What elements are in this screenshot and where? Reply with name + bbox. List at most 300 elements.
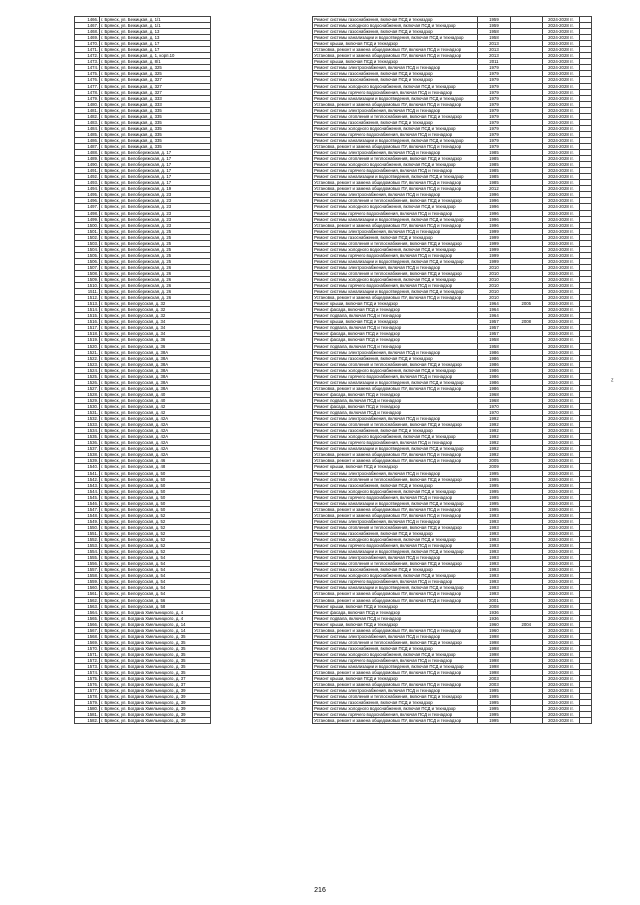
planned-period-cell: 2024-2028 гг. [542,41,579,47]
work-type-cell: Ремонт фасада, включая ПСД и технадзор [313,609,478,615]
work-type-cell: Ремонт крыши, включая ПСД и технадзор [313,319,478,325]
row-number-cell: 1537. [75,446,100,452]
address-cell: г. Брянск, ул. Богдана Хмельницкого, д. 39 [100,706,211,712]
row-number-cell: 1573. [75,664,100,670]
work-type-cell: Ремонт системы горячего водоснабжения, включая ПСД и технадзор [313,440,478,446]
row-number-cell: 1561. [75,591,100,597]
work-type-cell: Ремонт подвала, включая ПСД и технадзор [313,325,478,331]
address-cell: г. Брянск, ул. Белорусская, д. 54 [100,561,211,567]
planned-period-cell: 2024-2028 гг. [542,23,579,29]
work-type-cell: Ремонт крыши, включая ПСД и технадзор [313,603,478,609]
work-type-cell: Ремонт системы холодного водоснабжения, включая ПСД и технадзор [313,83,478,89]
planned-period-cell: 2024-2028 гг. [542,83,579,89]
document-page [74,16,592,724]
work-type-cell: Ремонт системы электроснабжения, включая ПСД и технадзор [313,555,478,561]
planned-period-cell: 2024-2028 гг. [542,464,579,470]
row-number-cell: 1577. [75,688,100,694]
work-type-cell: Ремонт системы электроснабжения, включая ПСД и технадзор [313,192,478,198]
build-year-cell: 2010 [478,264,510,270]
build-year-cell: 1993 [478,561,510,567]
planned-period-cell: 2024-2028 гг. [542,325,579,331]
planned-period-cell: 2024-2028 гг. [542,573,579,579]
address-cell: г. Брянск, ул. Богдана Хмельницкого, д. 14 [100,627,211,633]
row-number-cell: 1514. [75,307,100,313]
planned-period-cell: 2024-2028 гг. [542,488,579,494]
address-cell: г. Брянск, ул. Бежицкая, д. 327 [100,89,211,95]
planned-period-cell: 2024-2028 гг. [542,664,579,670]
address-cell: г. Брянск, ул. Бежицкая, д. 333 [100,95,211,101]
row-number-cell: 1506. [75,258,100,264]
work-type-cell: Установка, ремонт и замена общедомовых ПУ, включая ПСД и технадзор [313,682,478,688]
address-cell: г. Брянск, ул. Белобережская, д. 17 [100,180,211,186]
planned-period-cell: 2024-2028 гг. [542,240,579,246]
address-cell: г. Брянск, ул. Богдана Хмельницкого, д. 4 [100,609,211,615]
work-type-cell: Ремонт системы горячего водоснабжения, включая ПСД и технадзор [313,543,478,549]
address-cell: г. Брянск, ул. Бежицкая, д. 1, корп.10 [100,53,211,59]
row-number-cell: 1525. [75,373,100,379]
build-year-cell: 2010 [478,270,510,276]
row-number-cell: 1550. [75,524,100,530]
work-type-cell: Ремонт системы горячего водоснабжения, включая ПСД и технадзор [313,712,478,718]
row-number-cell: 1512. [75,295,100,301]
planned-period-cell: 2024-2028 гг. [542,639,579,645]
row-number-cell: 1528. [75,391,100,397]
build-year-cell: 2012 [478,186,510,192]
work-type-cell: Ремонт системы электроснабжения, включая ПСД и технадзор [313,65,478,71]
build-year-cell: 1958 [478,29,510,35]
planned-period-cell: 2024-2028 гг. [542,404,579,410]
row-number-cell: 1494. [75,186,100,192]
row-number-cell: 1551. [75,530,100,536]
planned-period-cell: 2024-2028 гг. [542,307,579,313]
planned-period-cell: 2024-2028 гг. [542,470,579,476]
work-type-cell: Ремонт системы холодного водоснабжения, включая ПСД и технадзор [313,23,478,29]
row-number-cell: 1576. [75,682,100,688]
build-year-cell: 1999 [478,228,510,234]
build-year-cell: 1985 [478,180,510,186]
address-cell: г. Брянск, ул. Белорусская, д. 42А [100,446,211,452]
planned-period-cell: 2024-2028 гг. [542,621,579,627]
work-type-cell: Установка, ремонт и замена общедомовых ПУ, включая ПСД и технадзор [313,512,478,518]
row-number-cell: 1504. [75,246,100,252]
work-type-cell: Ремонт системы канализации и водоотведения, включая ПСД и технадзор [313,664,478,670]
row-number-cell: 1486. [75,137,100,143]
build-year-cell: 1979 [478,113,510,119]
planned-period-cell: 2024-2028 гг. [542,143,579,149]
work-type-cell: Установка, ремонт и замена общедомовых ПУ, включая ПСД и технадзор [313,506,478,512]
build-year-cell: 1958 [478,343,510,349]
row-number-cell: 1466. [75,17,100,23]
build-year-cell: 1995 [478,700,510,706]
work-type-cell: Ремонт системы холодного водоснабжения, включая ПСД и технадзор [313,537,478,543]
address-cell: г. Брянск, ул. Бежицкая, д. 325 [100,65,211,71]
row-number-cell: 1472. [75,53,100,59]
row-number-cell: 1533. [75,422,100,428]
row-number-cell: 1527. [75,385,100,391]
row-number-cell: 1487. [75,143,100,149]
planned-period-cell: 2024-2028 гг. [542,506,579,512]
address-cell: г. Брянск, ул. Богдана Хмельницкого, д. 39 [100,718,211,724]
planned-period-cell: 2024-2028 гг. [542,192,579,198]
address-cell: г. Брянск, ул. Белорусская, д. 50 [100,500,211,506]
build-year-cell: 1979 [478,77,510,83]
work-type-cell: Ремонт системы газоснабжения, включая ПСД и технадзор [313,530,478,536]
row-number-cell: 1495. [75,192,100,198]
build-year-cell: 1995 [478,506,510,512]
build-year-cell: 1999 [478,246,510,252]
work-type-cell: Установка, ремонт и замена общедомовых ПУ, включая ПСД и технадзор [313,47,478,53]
build-year-cell: 1979 [478,107,510,113]
planned-period-cell: 2024-2028 гг. [542,694,579,700]
work-type-cell: Ремонт системы электроснабжения, включая ПСД и технадзор [313,416,478,422]
address-cell: г. Брянск, ул. Богдана Хмельницкого, д. 37 [100,682,211,688]
row-number-cell: 1562. [75,597,100,603]
address-cell: г. Брянск, ул. Богдана Хмельницкого, д. 35 [100,651,211,657]
row-number-cell: 1482. [75,113,100,119]
build-year-cell: 1998 [478,639,510,645]
address-cell: г. Брянск, ул. Белобережская, д. 23 [100,198,211,204]
address-cell: г. Брянск, ул. Белобережская, д. 17 [100,168,211,174]
address-cell: г. Брянск, ул. Белорусская, д. 50 [100,482,211,488]
planned-period-cell: 2024-2028 гг. [542,337,579,343]
work-type-cell: Ремонт фасада, включая ПСД и технадзор [313,337,478,343]
row-number-cell: 1575. [75,676,100,682]
work-type-cell: Ремонт подвала, включая ПСД и технадзор [313,615,478,621]
build-year-cell: 2010 [478,295,510,301]
build-year-cell: 1968 [478,397,510,403]
row-number-cell: 1530. [75,404,100,410]
build-year-cell: 1996 [478,222,510,228]
work-type-cell: Ремонт системы электроснабжения, включая ПСД и технадзор [313,470,478,476]
address-cell: г. Брянск, ул. Богдана Хмельницкого, д. 39 [100,712,211,718]
work-type-cell: Установка, ремонт и замена общедомовых ПУ, включая ПСД и технадзор [313,718,478,724]
planned-period-cell: 2024-2028 гг. [542,77,579,83]
row-number-cell: 1497. [75,204,100,210]
planned-period-cell: 2024-2028 гг. [542,591,579,597]
planned-period-cell: 2024-2028 гг. [542,137,579,143]
planned-period-cell: 2024-2028 гг. [542,162,579,168]
work-type-cell: Ремонт системы электроснабжения, включая ПСД и технадзор [313,228,478,234]
build-year-cell: 1993 [478,543,510,549]
work-type-cell: Ремонт системы электроснабжения, включая ПСД и технадзор [313,150,478,156]
planned-period-cell: 2024-2028 гг. [542,59,579,65]
row-number-cell: 1496. [75,198,100,204]
page-number: 216 [314,887,326,894]
build-year-cell: 1979 [478,101,510,107]
planned-period-cell: 2024-2028 гг. [542,524,579,530]
row-number-cell: 1483. [75,119,100,125]
build-year-cell: 1998 [478,633,510,639]
row-number-cell: 1540. [75,464,100,470]
address-cell: г. Брянск, ул. Белорусская, д. 38А [100,373,211,379]
planned-period-cell: 2024-2028 гг. [542,543,579,549]
planned-period-cell: 2024-2028 гг. [542,361,579,367]
work-type-cell: Установка, ремонт и замена общедомовых ПУ, включая ПСД и технадзор [313,385,478,391]
row-number-cell: 1565. [75,615,100,621]
row-number-cell: 1557. [75,567,100,573]
work-type-cell: Ремонт системы холодного водоснабжения, включая ПСД и технадзор [313,488,478,494]
last-repair-year-cell: 2005 [510,301,542,307]
address-cell: г. Брянск, ул. Белобережская, д. 17 [100,174,211,180]
planned-period-cell: 2024-2028 гг. [542,500,579,506]
work-type-cell: Установка, ремонт и замена общедомовых ПУ, включая ПСД и технадзор [313,670,478,676]
work-type-cell: Ремонт системы канализации и водоотведения, включая ПСД и технадзор [313,95,478,101]
work-type-cell: Установка, ремонт и замена общедомовых ПУ, включая ПСД и технадзор [313,143,478,149]
planned-period-cell: 2024-2028 гг. [542,216,579,222]
address-cell: г. Брянск, ул. Богдана Хмельницкого, д. 35 [100,645,211,651]
row-number-cell: 1508. [75,270,100,276]
work-type-cell: Ремонт системы горячего водоснабжения, включая ПСД и технадзор [313,168,478,174]
work-type-cell: Ремонт системы канализации и водоотведения, включая ПСД и технадзор [313,446,478,452]
planned-period-cell: 2024-2028 гг. [542,579,579,585]
planned-period-cell: 2024-2028 гг. [542,676,579,682]
planned-period-cell: 2024-2028 гг. [542,228,579,234]
row-number-cell: 1489. [75,156,100,162]
planned-period-cell: 2024-2028 гг. [542,585,579,591]
address-cell: г. Брянск, ул. Белобережская, д. 23 [100,216,211,222]
planned-period-cell: 2024-2028 гг. [542,416,579,422]
row-number-cell: 1477. [75,83,100,89]
build-year-cell: 1958 [478,337,510,343]
planned-period-cell: 2024-2028 гг. [542,119,579,125]
build-year-cell: 1959 [478,23,510,29]
build-year-cell: 1960 [478,627,510,633]
planned-period-cell: 2024-2028 гг. [542,385,579,391]
address-cell: г. Брянск, ул. Белобережская, д. 25 [100,252,211,258]
planned-period-cell: 2024-2028 гг. [542,512,579,518]
build-year-cell: 1999 [478,252,510,258]
planned-period-cell: 2024-2028 гг. [542,452,579,458]
work-type-cell: Ремонт системы канализации и водоотведения, включая ПСД и технадзор [313,258,478,264]
work-type-cell: Установка, ремонт и замена общедомовых ПУ, включая ПСД и технадзор [313,458,478,464]
margin-mark: ᶻ [611,378,614,385]
planned-period-cell: 2024-2028 гг. [542,204,579,210]
row-number-cell: 1492. [75,174,100,180]
build-year-cell: 1996 [478,204,510,210]
work-type-cell: Ремонт системы электроснабжения, включая ПСД и технадзор [313,688,478,694]
row-number-cell: 1469. [75,35,100,41]
address-cell: г. Брянск, ул. Белорусская, д. 54 [100,585,211,591]
build-year-cell: 1992 [478,446,510,452]
work-type-cell: Установка, ремонт и замена общедомовых ПУ, включая ПСД и технадзор [313,591,478,597]
build-year-cell: 1985 [478,168,510,174]
address-cell: г. Брянск, ул. Белорусская, д. 48 [100,464,211,470]
planned-period-cell: 2024-2028 гг. [542,422,579,428]
address-cell: г. Брянск, ул. Белорусская, д. 32 [100,307,211,313]
planned-period-cell: 2024-2028 гг. [542,198,579,204]
work-type-cell: Ремонт системы газоснабжения, включая ПСД и техназдор [313,17,478,23]
address-cell: г. Брянск, ул. Белорусская, д. 52 [100,512,211,518]
planned-period-cell: 2024-2028 гг. [542,222,579,228]
row-number-cell: 1510. [75,283,100,289]
planned-period-cell: 2024-2028 гг. [542,458,579,464]
address-cell: г. Брянск, ул. Богдана Хмельницкого, д. 35 [100,633,211,639]
build-year-cell: 2003 [478,676,510,682]
work-type-cell: Ремонт фасада, включая ПСД и технадзор [313,391,478,397]
address-cell: г. Брянск, ул. Бежицкая, д. 335 [100,119,211,125]
planned-period-cell: 2024-2028 гг. [542,283,579,289]
build-year-cell: 1985 [478,162,510,168]
planned-period-cell: 2024-2028 гг. [542,331,579,337]
build-year-cell: 1992 [478,422,510,428]
row-number-cell: 1570. [75,645,100,651]
address-cell: г. Брянск, ул. Бежицкая, д. 335 [100,107,211,113]
planned-period-cell: 2024-2028 гг. [542,180,579,186]
address-cell: г. Брянск, ул. Бежицкая, д. 333 [100,101,211,107]
address-cell: г. Брянск, ул. Белорусская, д. 52 [100,524,211,530]
build-year-cell: 1999 [478,234,510,240]
address-cell: г. Брянск, ул. Бежицкая, д. 335 [100,131,211,137]
address-cell: г. Брянск, ул. Белорусская, д. 32 [100,313,211,319]
planned-period-cell: 2024-2028 гг. [542,107,579,113]
row-number-cell: 1501. [75,228,100,234]
address-cell: г. Брянск, ул. Белорусская, д. 52 [100,543,211,549]
planned-period-cell: 2024-2028 гг. [542,633,579,639]
row-number-cell: 1535. [75,434,100,440]
address-cell: г. Брянск, ул. Белорусская, д. 42А [100,416,211,422]
work-type-cell: Ремонт крыши, включая ПСД и технадзор [313,676,478,682]
address-cell: г. Брянск, ул. Белобережская, д. 17 [100,156,211,162]
build-year-cell: 1995 [478,488,510,494]
address-cell: г. Брянск, ул. Белорусская, д. 50 [100,476,211,482]
row-number-cell: 1566. [75,621,100,627]
build-year-cell: 1998 [478,664,510,670]
work-type-cell: Ремонт системы холодного водоснабжения, включая ПСД и технадзор [313,651,478,657]
row-number-cell: 1543. [75,482,100,488]
planned-period-cell: 2024-2028 гг. [542,706,579,712]
build-year-cell: 1996 [478,216,510,222]
extra-cell [580,718,592,724]
planned-period-cell: 2024-2028 гг. [542,657,579,663]
build-year-cell: 1995 [478,694,510,700]
row-number-cell: 1513. [75,301,100,307]
work-type-cell: Ремонт системы электроснабжения, включая ПСД и технадзор [313,107,478,113]
planned-period-cell: 2024-2028 гг. [542,277,579,283]
row-number-cell: 1549. [75,518,100,524]
row-number-cell: 1568. [75,633,100,639]
address-cell: г. Брянск, ул. Белорусская, д. 42А [100,422,211,428]
row-number-cell: 1502. [75,234,100,240]
address-cell: г. Брянск, ул. Богдана Хмельницкого, д. 35 [100,670,211,676]
build-year-cell: 1992 [478,428,510,434]
planned-period-cell: 2024-2028 гг. [542,174,579,180]
table-row [75,718,592,724]
row-number-cell: 1541. [75,470,100,476]
planned-period-cell: 2024-2028 гг. [542,530,579,536]
planned-period-cell: 2024-2028 гг. [542,688,579,694]
address-cell: г. Брянск, ул. Белобережская, д. 23 [100,210,211,216]
build-year-cell: 2008 [478,603,510,609]
build-year-cell: 1993 [478,567,510,573]
work-type-cell: Ремонт системы холодного водоснабжения, включая ПСД и технадзор [313,277,478,283]
address-cell: г. Брянск, ул. Белобережская, д. 26 [100,270,211,276]
work-type-cell: Ремонт системы канализации и водоотведения, включая ПСД и технадзор [313,35,478,41]
build-year-cell: 2010 [478,277,510,283]
build-year-cell: 1979 [478,89,510,95]
build-year-cell: 1979 [478,143,510,149]
build-year-cell: 1996 [478,192,510,198]
planned-period-cell: 2024-2028 гг. [542,355,579,361]
row-number-cell: 1475. [75,71,100,77]
address-cell: г. Брянск, ул. Белорусская, д. 34 [100,331,211,337]
row-number-cell: 1529. [75,397,100,403]
address-cell: г. Брянск, ул. Белорусская, д. 34 [100,325,211,331]
address-cell: г. Брянск, ул. Белорусская, д. 54 [100,579,211,585]
address-cell: г. Брянск, ул. Белорусская, д. 52 [100,530,211,536]
address-cell: г. Брянск, ул. Белобережская, д. 19 [100,186,211,192]
work-type-cell: Ремонт системы газоснабжения, включая ПСД и технадзор [313,700,478,706]
work-type-cell: Ремонт системы горячего водоснабжения, включая ПСД и технадзор [313,89,478,95]
address-cell: г. Брянск, ул. Белобережская, д. 17 [100,150,211,156]
planned-period-cell: 2024-2028 гг. [542,718,579,724]
build-year-cell: 1957 [478,325,510,331]
row-number-cell: 1544. [75,488,100,494]
work-type-cell: Ремонт системы канализации и водоотведения, включая ПСД и технадзор [313,174,478,180]
work-type-cell: Установка, ремонт и замена общедомовых ПУ, включая ПСД и технадзор [313,180,478,186]
build-year-cell: 1993 [478,585,510,591]
row-number-cell: 1498. [75,210,100,216]
address-cell: г. Брянск, ул. Белорусская, д. 54 [100,555,211,561]
address-cell: г. Брянск, ул. Белорусская, д. 54 [100,567,211,573]
planned-period-cell: 2024-2028 гг. [542,53,579,59]
planned-period-cell: 2024-2028 гг. [542,440,579,446]
build-year-cell: 1979 [478,65,510,71]
build-year-cell: 1993 [478,549,510,555]
build-year-cell: 1995 [478,688,510,694]
build-year-cell: 1936 [478,615,510,621]
build-year-cell: 1995 [478,476,510,482]
row-number-cell: 1554. [75,549,100,555]
work-type-cell: Ремонт системы отопления и теплоснабжения, включая ПСД и технадзор [313,240,478,246]
row-number-cell: 1507. [75,264,100,270]
address-cell: г. Брянск, ул. Богдана Хмельницкого, д. 35 [100,664,211,670]
build-year-cell: 1979 [478,95,510,101]
address-cell: г. Брянск, ул. Белорусская, д. 42 [100,410,211,416]
work-type-cell: Ремонт системы канализации и водоотведения, включая ПСД и технадзор [313,289,478,295]
planned-period-cell: 2024-2028 гг. [542,627,579,633]
planned-period-cell: 2024-2028 гг. [542,349,579,355]
address-cell: г. Брянск, ул. Богдана Хмельницкого, д. 35 [100,657,211,663]
row-number-cell: 1511. [75,289,100,295]
work-type-cell: Ремонт системы электроснабжения, включая ПСД и технадзор [313,518,478,524]
address-cell: г. Брянск, ул. Белобережская, д. 23 [100,192,211,198]
address-cell: г. Брянск, ул. Богдана Хмельницкого, д. 35 [100,639,211,645]
planned-period-cell: 2024-2028 гг. [542,391,579,397]
work-type-cell: Установка, ремонт и замена общедомовых ПУ, включая ПСД и технадзор [313,627,478,633]
work-type-cell: Ремонт системы холодного водоснабжения, включая ПСД и технадзор [313,434,478,440]
planned-period-cell: 2024-2028 гг. [542,561,579,567]
row-number-cell: 1524. [75,367,100,373]
build-year-cell: 1979 [478,71,510,77]
planned-period-cell: 2024-2028 гг. [542,537,579,543]
work-type-cell: Ремонт системы горячего водоснабжения, включая ПСД и технадзор [313,373,478,379]
row-number-cell: 1471. [75,47,100,53]
planned-period-cell: 2024-2028 гг. [542,289,579,295]
build-year-cell: 1979 [478,125,510,131]
work-type-cell: Ремонт системы электроснабжения, включая ПСД и технадзор [313,264,478,270]
planned-period-cell: 2024-2028 гг. [542,682,579,688]
planned-period-cell: 2024-2028 гг. [542,35,579,41]
build-year-cell: 1957 [478,331,510,337]
work-type-cell: Ремонт системы газоснабжения, включая ПСД и технадзор [313,567,478,573]
planned-period-cell: 2024-2028 гг. [542,258,579,264]
row-number-cell: 1555. [75,555,100,561]
row-number-cell: 1500. [75,222,100,228]
address-cell: г. Брянск, ул. Бежицкая, д. 17 [100,41,211,47]
planned-period-cell: 2024-2028 гг. [542,89,579,95]
build-year-cell: 1968 [478,391,510,397]
work-type-cell: Ремонт системы отопления и теплоснабжения, включая ПСД и технадзор [313,694,478,700]
